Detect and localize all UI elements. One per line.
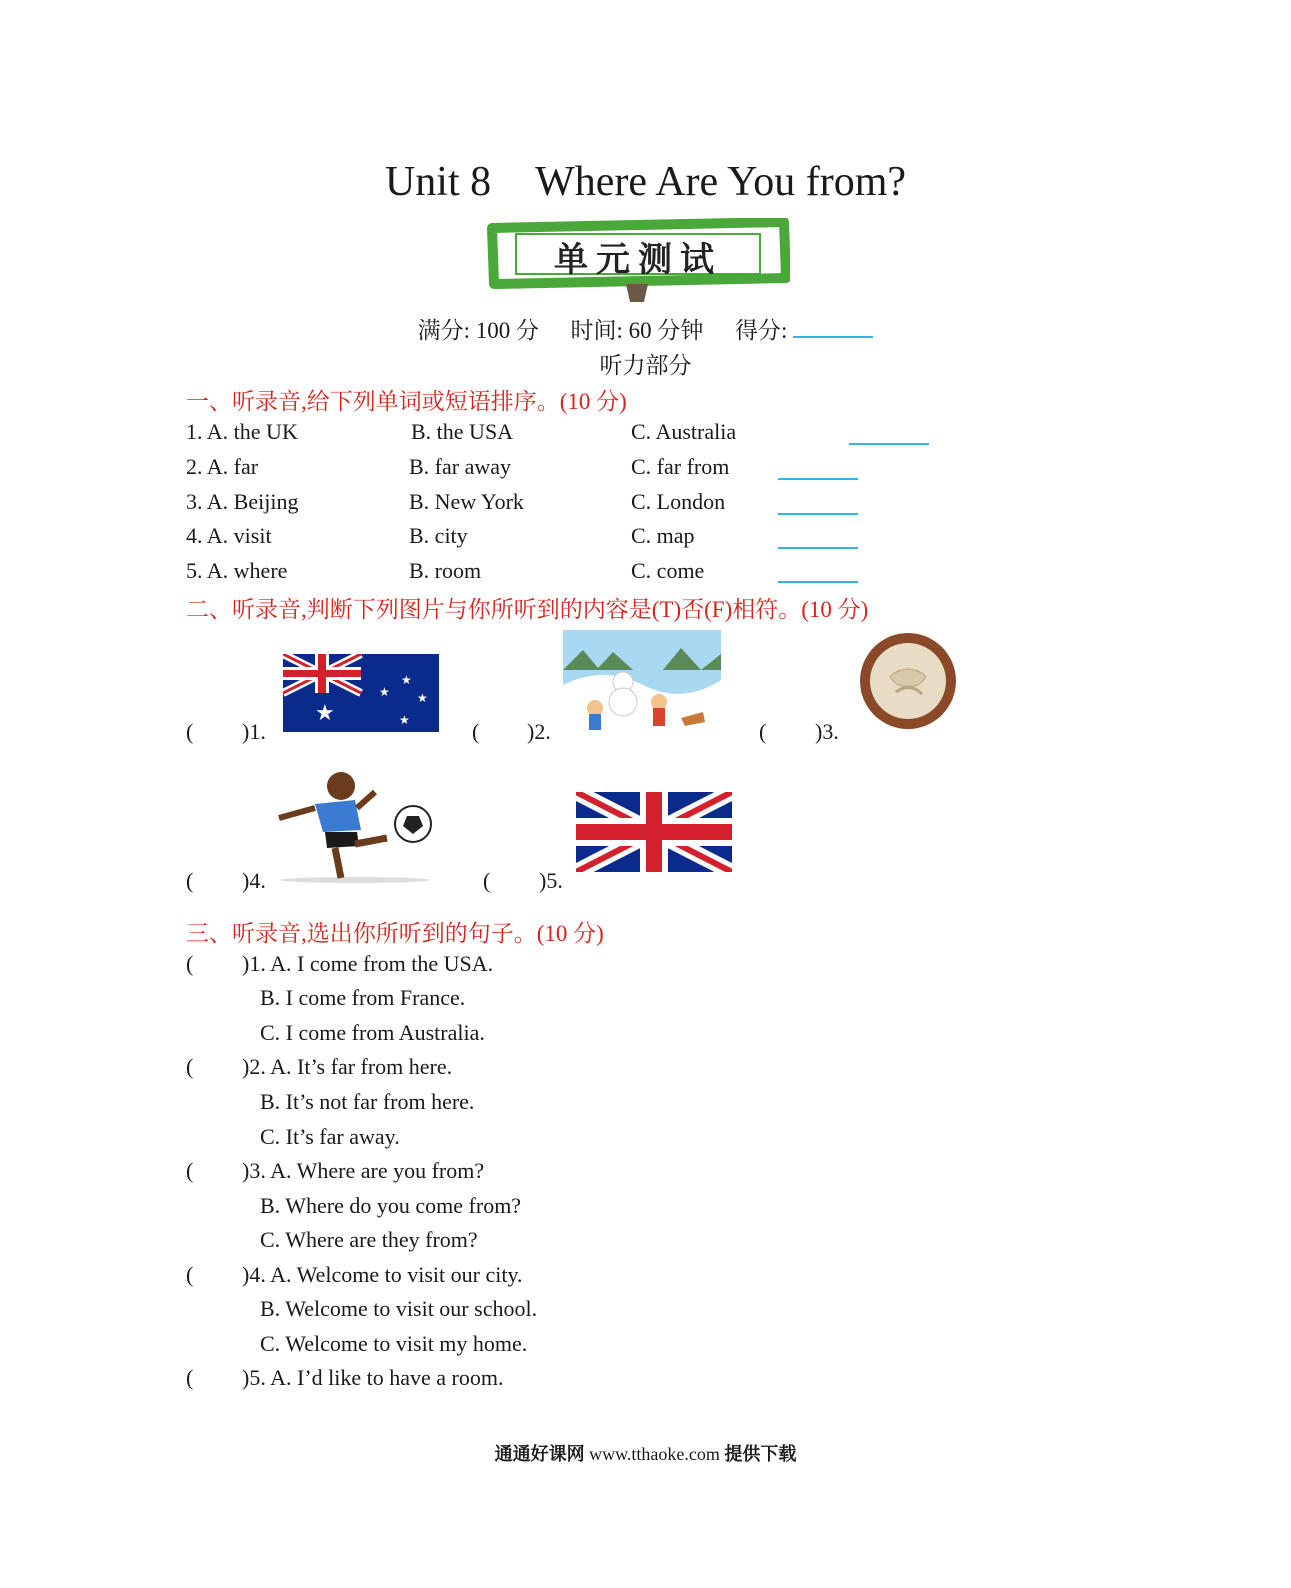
score-label: 得分: bbox=[734, 318, 788, 343]
s3-q1-a: )1. A. I come from the USA. bbox=[242, 951, 494, 976]
s1-row5-blank[interactable] bbox=[778, 581, 858, 583]
s3-q3-c: C. Where are they from? bbox=[260, 1227, 478, 1252]
part-title: 听力部分 bbox=[599, 353, 692, 378]
time-limit: 时间: 60 分钟 bbox=[570, 318, 704, 343]
full-score: 满分: 100 分 bbox=[417, 318, 540, 343]
s1-row5-a: 5. A. where bbox=[186, 558, 288, 583]
s2-paren-4[interactable]: ( bbox=[186, 868, 194, 893]
s1-row2-a: 2. A. far bbox=[186, 454, 259, 479]
s2-paren-1[interactable]: ( bbox=[186, 719, 194, 744]
footer-left: 通通好课网 bbox=[494, 1444, 585, 1464]
section1-heading: 一、听录音,给下列单词或短语排序。(10 分) bbox=[186, 389, 627, 414]
footer bbox=[0, 1440, 1291, 1466]
s3-q4-a: )4. A. Welcome to visit our city. bbox=[242, 1262, 523, 1287]
s3-q2-a: )2. A. It’s far from here. bbox=[242, 1054, 453, 1079]
dumpling-bowl-icon bbox=[858, 632, 958, 735]
s1-row2-blank[interactable] bbox=[778, 478, 858, 480]
s3-paren-4[interactable]: ( bbox=[186, 1262, 194, 1287]
s1-row5-c: C. come bbox=[631, 558, 705, 583]
test-banner bbox=[486, 218, 790, 304]
s3-q4-c: C. Welcome to visit my home. bbox=[260, 1331, 528, 1356]
s1-row4-c: C. map bbox=[631, 523, 695, 548]
footer-site-link[interactable]: www.tthaoke.com bbox=[589, 1444, 720, 1464]
s1-row4-b: B. city bbox=[409, 523, 468, 548]
s3-q1-c: C. I come from Australia. bbox=[260, 1020, 485, 1045]
s2-paren-3[interactable]: ( bbox=[759, 719, 767, 744]
unit-title: Where Are You from? bbox=[535, 159, 907, 205]
section3-heading: 三、听录音,选出你所听到的句子。(10 分) bbox=[186, 921, 604, 946]
score-blank[interactable] bbox=[793, 318, 873, 338]
s1-row2-c: C. far from bbox=[631, 454, 730, 479]
australia-flag-icon bbox=[283, 654, 439, 737]
s2-paren-2[interactable]: ( bbox=[472, 719, 480, 744]
s1-row1-a: 1. A. the UK bbox=[186, 419, 298, 444]
s1-row3-a: 3. A. Beijing bbox=[186, 489, 299, 514]
s3-q3-a: )3. A. Where are you from? bbox=[242, 1158, 485, 1183]
s1-row3-blank[interactable] bbox=[778, 513, 858, 515]
s1-row3-c: C. London bbox=[631, 489, 726, 514]
s3-paren-3[interactable]: ( bbox=[186, 1158, 194, 1183]
footer-right: 提供下载 bbox=[724, 1444, 797, 1464]
s1-row3-b: B. New York bbox=[409, 489, 524, 514]
svg-text:★: ★ bbox=[401, 673, 412, 687]
svg-text:★: ★ bbox=[417, 691, 428, 705]
svg-text:★: ★ bbox=[315, 701, 335, 726]
s3-paren-5[interactable]: ( bbox=[186, 1365, 194, 1390]
s2-num-5: )5. bbox=[539, 868, 563, 893]
s2-num-4: )4. bbox=[242, 868, 266, 893]
uk-flag-icon bbox=[576, 792, 732, 877]
svg-text:★: ★ bbox=[399, 713, 410, 727]
page-title bbox=[0, 158, 1291, 206]
score-line bbox=[0, 312, 1291, 345]
s3-paren-2[interactable]: ( bbox=[186, 1054, 194, 1079]
s1-row2-b: B. far away bbox=[409, 454, 512, 479]
s3-q4-b: B. Welcome to visit our school. bbox=[260, 1296, 538, 1321]
s2-paren-5[interactable]: ( bbox=[483, 868, 491, 893]
football-boy-icon bbox=[275, 768, 437, 893]
s1-row4-blank[interactable] bbox=[778, 547, 858, 549]
s1-row4-a: 4. A. visit bbox=[186, 523, 272, 548]
s3-q5-a: )5. A. I’d like to have a room. bbox=[242, 1365, 504, 1390]
section2-heading: 二、听录音,判断下列图片与你所听到的内容是(T)否(F)相符。(10 分) bbox=[186, 597, 869, 622]
unit-label: Unit 8 bbox=[384, 159, 492, 205]
s1-row1-b: B. the USA bbox=[411, 419, 514, 444]
s2-num-2: )2. bbox=[527, 719, 551, 744]
s2-num-1: )1. bbox=[242, 719, 266, 744]
s2-num-3: )3. bbox=[815, 719, 839, 744]
banner-text: 单元测试 bbox=[554, 240, 722, 280]
s3-q2-b: B. It’s not far from here. bbox=[260, 1089, 475, 1114]
svg-text:★: ★ bbox=[379, 685, 390, 699]
s3-paren-1[interactable]: ( bbox=[186, 951, 194, 976]
s3-q3-b: B. Where do you come from? bbox=[260, 1193, 522, 1218]
s1-row1-c: C. Australia bbox=[631, 419, 737, 444]
s3-q2-c: C. It’s far away. bbox=[260, 1124, 400, 1149]
s3-q1-b: B. I come from France. bbox=[260, 985, 466, 1010]
s1-row1-blank[interactable] bbox=[849, 443, 929, 445]
snow-scene-icon bbox=[563, 630, 721, 745]
s1-row5-b: B. room bbox=[409, 558, 482, 583]
